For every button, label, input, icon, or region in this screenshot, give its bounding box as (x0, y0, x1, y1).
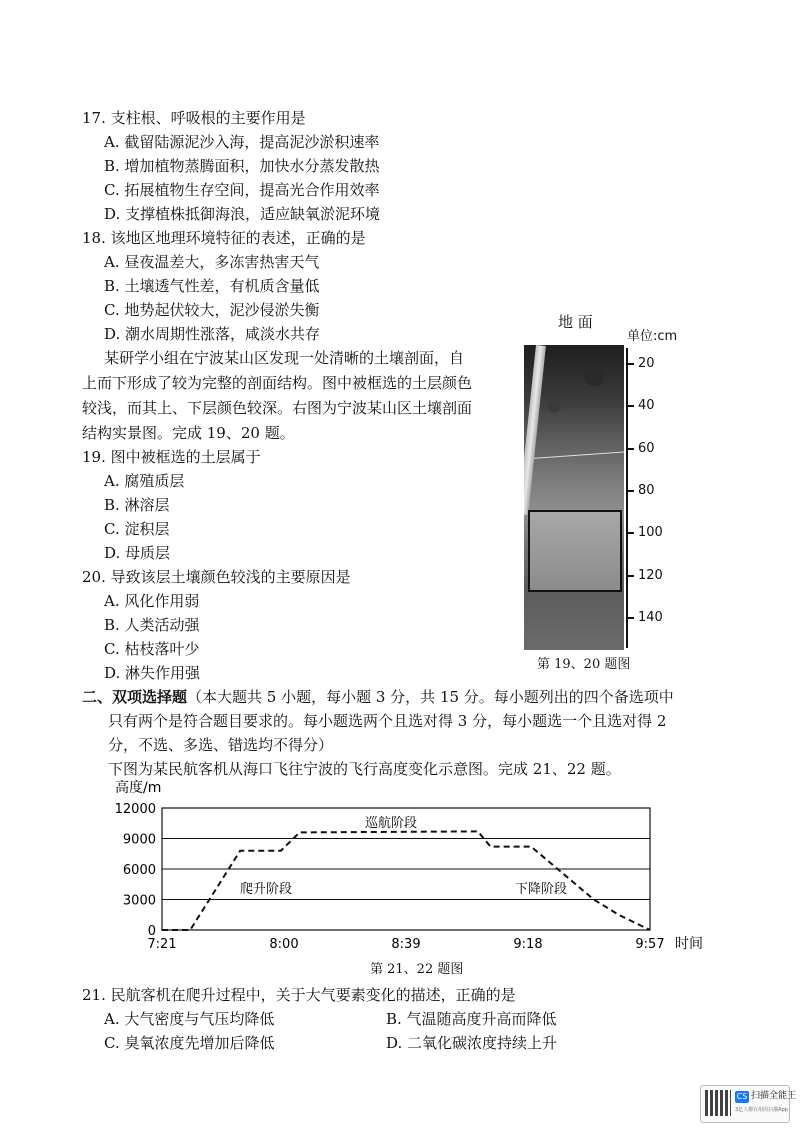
q17-option-c: C. 拓展植物生存空间，提高光合作用效率 (104, 181, 380, 199)
section2-heading: 二、双项选择题 (82, 688, 188, 706)
depth-tick (626, 363, 634, 365)
section2-desc-2: 只有两个是符合题目要求的。每小题选两个且选对得 3 分，每小题选一个且选对得 2 (108, 712, 667, 730)
x-tick-label: 9:57 (635, 937, 665, 952)
y-tick-label: 12000 (114, 802, 156, 817)
x-tick-label: 8:00 (269, 937, 299, 952)
depth-tick (626, 490, 634, 492)
section2-desc-1: （本大题共 5 小题，每小题 3 分，共 15 分。每小题列出的四个备选项中 (187, 688, 674, 706)
annotation-climb: 爬升阶段 (240, 882, 293, 897)
q18-stem: 18. 该地区地理环境特征的表述，正确的是 (82, 229, 366, 247)
x-tick-label: 7:21 (147, 937, 177, 952)
intro-line-2: 上而下形成了较为完整的剖面结构。图中被框选的土层颜色 (82, 374, 473, 392)
depth-tick-label: 120 (638, 567, 663, 583)
q21-option-d: D. 二氧化碳浓度持续上升 (386, 1034, 558, 1052)
depth-tick (626, 532, 634, 534)
scanner-app-name: 扫描全能王 (751, 1091, 797, 1101)
q20-option-a: A. 风化作用弱 (104, 592, 200, 610)
q17-stem: 17. 支柱根、呼吸根的主要作用是 (82, 109, 306, 127)
intro-line-3: 较浅，而其上、下层颜色较深。右图为宁波某山区土壤剖面 (82, 399, 473, 417)
q20-option-b: B. 人类活动强 (104, 616, 200, 634)
flight-altitude-chart (100, 775, 740, 985)
depth-tick (626, 405, 634, 407)
soil-unit-label: 单位:cm (627, 329, 678, 344)
q20-option-c: C. 枯枝落叶少 (104, 640, 200, 658)
depth-tick-label: 20 (638, 356, 655, 371)
y-tick-label: 6000 (122, 863, 156, 878)
depth-scale-axis (626, 348, 628, 648)
q19-stem: 19. 图中被框选的土层属于 (82, 448, 261, 466)
q17-option-b: B. 增加植物蒸腾面积，加快水分蒸发散热 (104, 157, 380, 175)
intro-line-4: 结构实景图。完成 19、20 题。 (82, 424, 295, 442)
chart-ylabel: 高度/m (115, 780, 162, 796)
q17-option-a: A. 截留陆源泥沙入海，提高泥沙淤积速率 (104, 133, 380, 151)
chart-xlabel: 时间 (675, 936, 703, 952)
q18-option-d: D. 潮水周期性涨落，咸淡水共存 (104, 325, 321, 343)
soil-figure-caption: 第 19、20 题图 (537, 657, 631, 672)
altitude-line (162, 831, 650, 930)
scanner-app-tagline: 3亿人都在用的扫描App (735, 1107, 788, 1113)
q18-option-b: B. 土壤透气性差，有机质含量低 (104, 277, 320, 295)
annotation-cruise: 巡航阶段 (365, 816, 418, 831)
q18-option-a: A. 昼夜温差大，多冻害热害天气 (104, 253, 320, 271)
q19-option-c: C. 淀积层 (104, 520, 170, 538)
q18-option-c: C. 地势起伏较大，泥沙侵淤失衡 (104, 301, 320, 319)
selected-soil-layer-frame (528, 510, 622, 592)
q21-option-b: B. 气温随高度升高而降低 (386, 1010, 557, 1028)
q20-stem: 20. 导致该层土壤颜色较浅的主要原因是 (82, 568, 351, 586)
camscanner-logo: CS (736, 1092, 748, 1101)
soil-ground-label: 地 面 (558, 313, 593, 331)
depth-tick (626, 617, 634, 619)
q20-option-d: D. 淋失作用强 (104, 664, 201, 682)
x-tick-label: 8:39 (391, 937, 421, 952)
y-tick-label: 9000 (122, 832, 156, 848)
q21-stem: 21. 民航客机在爬升过程中，关于大气要素变化的描述，正确的是 (82, 986, 516, 1004)
annotation-descent: 下降阶段 (515, 882, 568, 897)
qr-code-icon (705, 1090, 731, 1116)
intro-line-1: 某研学小组在宁波某山区发现一处清晰的土壤剖面，自 (104, 349, 465, 367)
y-tick-label: 3000 (122, 893, 156, 909)
soil-profile-photo (524, 345, 624, 650)
depth-tick-label: 100 (638, 525, 663, 541)
y-tick-label: 0 (147, 924, 156, 939)
q19-option-b: B. 淋溶层 (104, 496, 170, 514)
q17-option-d: D. 支撑植株抵御海浪，适应缺氧淤泥环境 (104, 205, 381, 223)
scanner-watermark (700, 1085, 797, 1123)
q19-option-a: A. 腐殖质层 (104, 472, 185, 490)
chart-caption: 第 21、22 题图 (370, 962, 464, 977)
section2-desc-3: 分，不选、多选、错选均不得分） (108, 736, 334, 754)
depth-tick-label: 40 (638, 398, 655, 414)
depth-tick (626, 448, 634, 450)
q21-option-a: A. 大气密度与气压均降低 (104, 1010, 275, 1028)
q19-option-d: D. 母质层 (104, 544, 171, 562)
depth-tick-label: 140 (638, 609, 663, 625)
measuring-stick (524, 345, 546, 515)
q21-option-c: C. 臭氧浓度先增加后降低 (104, 1034, 275, 1052)
x-tick-label: 9:18 (513, 937, 543, 952)
depth-tick-label: 60 (638, 440, 655, 456)
depth-tick-label: 80 (638, 482, 655, 498)
section2-intro: 下图为某民航客机从海口飞往宁波的飞行高度变化示意图。完成 21、22 题。 (108, 760, 621, 778)
depth-tick (626, 575, 634, 577)
